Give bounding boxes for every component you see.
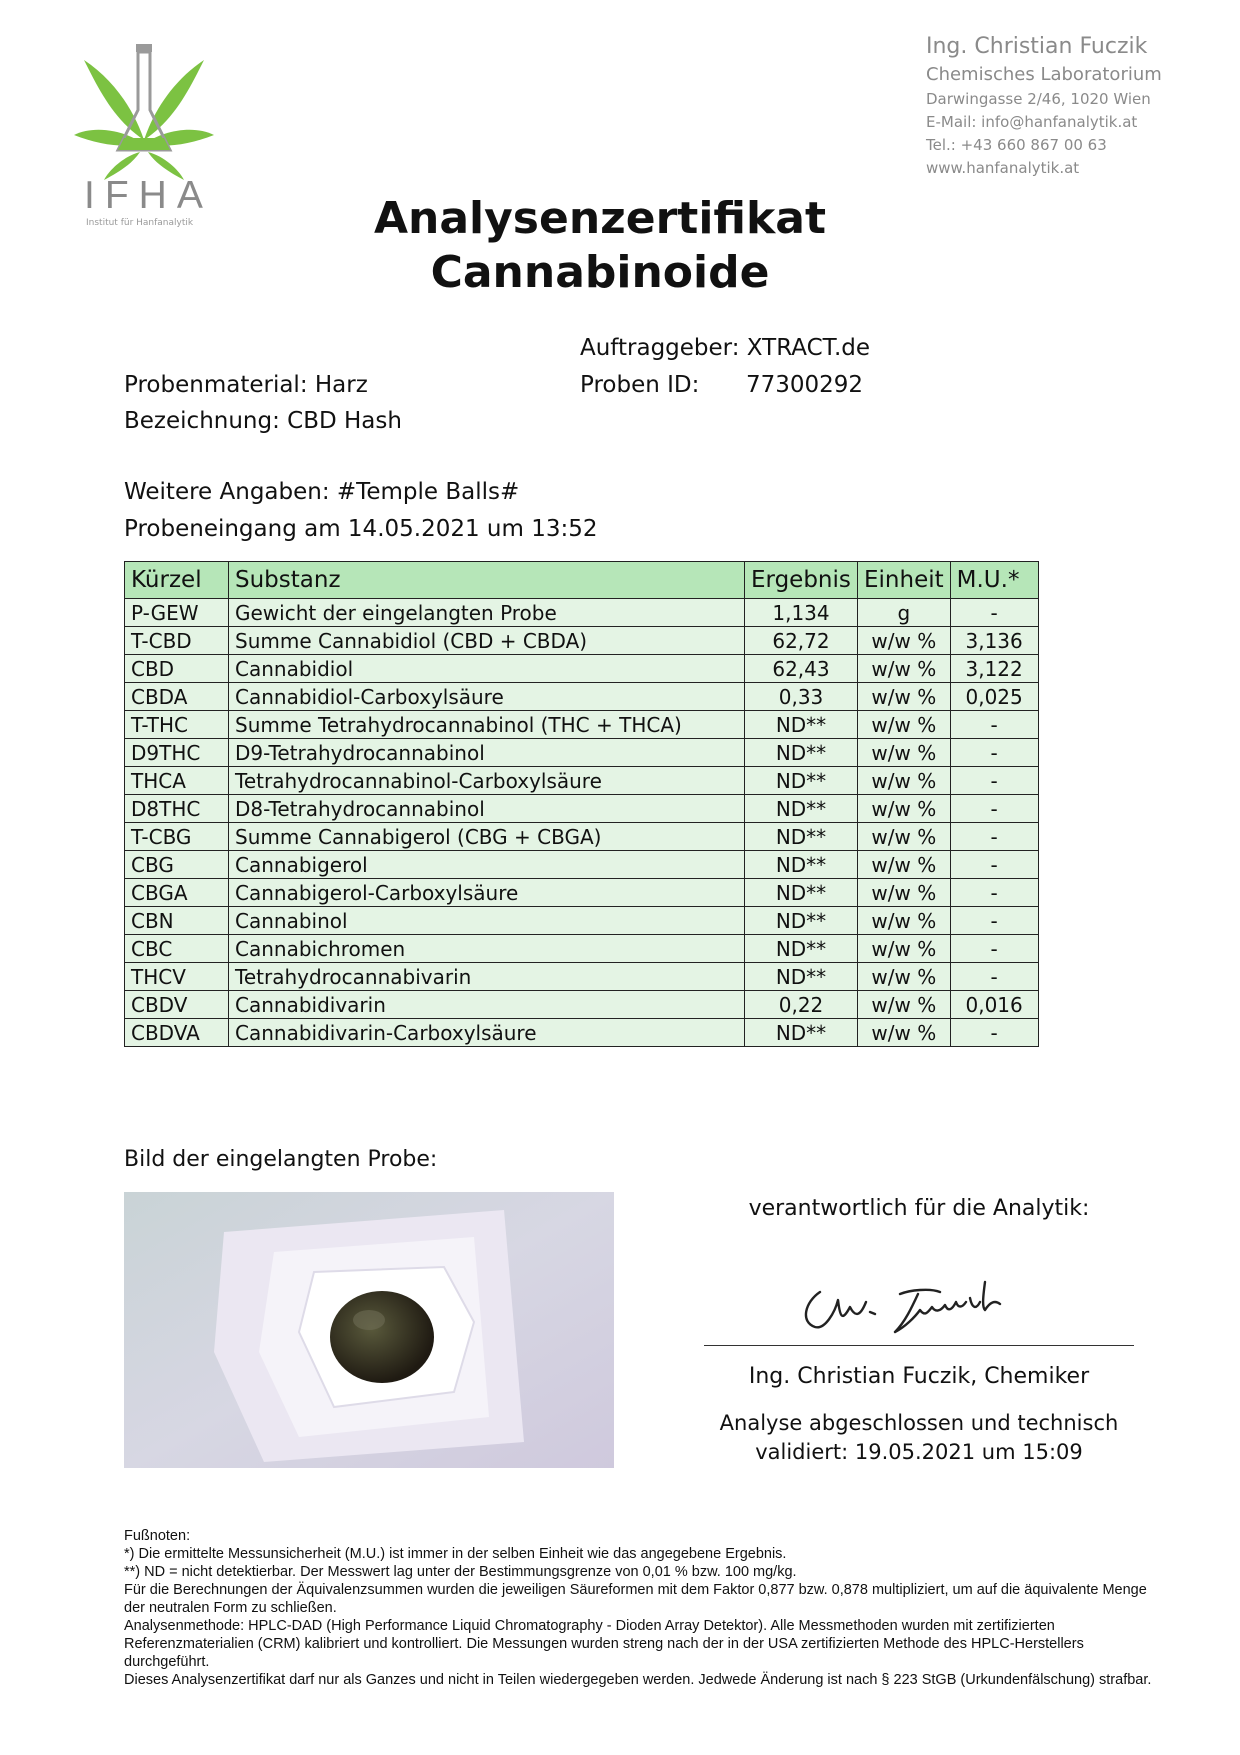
mu-cell: -: [950, 599, 1038, 627]
unit-cell: w/w %: [858, 851, 951, 879]
code-cell: CBC: [125, 935, 229, 963]
code-cell: T-THC: [125, 711, 229, 739]
footnotes-heading: Fußnoten:: [124, 1528, 191, 1544]
lab-phone: Tel.: +43 660 867 00 63: [926, 136, 1107, 154]
code-cell: THCA: [125, 767, 229, 795]
substance-cell: Cannabidivarin: [229, 991, 745, 1019]
mu-cell: -: [950, 1019, 1038, 1047]
table-row: [125, 655, 1039, 683]
mu-cell: 3,136: [950, 627, 1038, 655]
sample-id-label: Proben ID:: [580, 372, 700, 398]
code-cell: D8THC: [125, 795, 229, 823]
lab-header: [926, 32, 1162, 180]
substance-cell: Cannabigerol-Carboxylsäure: [229, 879, 745, 907]
result-cell: 62,72: [745, 627, 858, 655]
table-row: [125, 627, 1039, 655]
client-label: Auftraggeber:: [580, 335, 740, 361]
result-cell: ND**: [745, 795, 858, 823]
substance-cell: Summe Cannabigerol (CBG + CBGA): [229, 823, 745, 851]
substance-cell: Summe Tetrahydrocannabinol (THC + THCA): [229, 711, 745, 739]
result-cell: ND**: [745, 823, 858, 851]
substance-cell: Gewicht der eingelangten Probe: [229, 599, 745, 627]
code-cell: CBDV: [125, 991, 229, 1019]
designation: Bezeichnung: CBD Hash: [124, 408, 402, 434]
signature-image: [800, 1272, 1030, 1342]
mu-cell: 0,025: [950, 683, 1038, 711]
unit-cell: w/w %: [858, 991, 951, 1019]
further-info: Weitere Angaben: #Temple Balls#: [124, 479, 520, 505]
signature-line: [704, 1345, 1134, 1346]
result-cell: 62,43: [745, 655, 858, 683]
result-cell: ND**: [745, 711, 858, 739]
result-cell: ND**: [745, 907, 858, 935]
table-row: [125, 795, 1039, 823]
code-cell: CBDVA: [125, 1019, 229, 1047]
unit-cell: w/w %: [858, 767, 951, 795]
photo-caption: Bild der eingelangten Probe:: [124, 1147, 438, 1172]
column-header: M.U.*: [950, 562, 1038, 599]
substance-cell: Cannabichromen: [229, 935, 745, 963]
title-line-2: Cannabinoide: [430, 247, 770, 298]
result-cell: ND**: [745, 851, 858, 879]
page-title: [300, 192, 900, 300]
client-row: [580, 331, 870, 365]
substance-cell: D9-Tetrahydrocannabinol: [229, 739, 745, 767]
mu-cell: -: [950, 823, 1038, 851]
substance-cell: Cannabidiol: [229, 655, 745, 683]
unit-cell: w/w %: [858, 683, 951, 711]
mu-cell: -: [950, 851, 1038, 879]
code-cell: CBGA: [125, 879, 229, 907]
table-row: [125, 739, 1039, 767]
column-header: Substanz: [229, 562, 745, 599]
code-cell: T-CBD: [125, 627, 229, 655]
column-header: Einheit: [858, 562, 951, 599]
unit-cell: g: [858, 599, 951, 627]
substance-cell: Tetrahydrocannabinol-Carboxylsäure: [229, 767, 745, 795]
responsible-label: verantwortlich für die Analytik:: [748, 1196, 1090, 1221]
mu-cell: 0,016: [950, 991, 1038, 1019]
unit-cell: w/w %: [858, 907, 951, 935]
result-cell: ND**: [745, 879, 858, 907]
code-cell: CBD: [125, 655, 229, 683]
mu-cell: -: [950, 963, 1038, 991]
unit-cell: w/w %: [858, 1019, 951, 1047]
substance-cell: Summe Cannabidiol (CBD + CBDA): [229, 627, 745, 655]
table-row: [125, 991, 1039, 1019]
table-row: [125, 711, 1039, 739]
table-row: [125, 683, 1039, 711]
unit-cell: w/w %: [858, 739, 951, 767]
footnote-line: Analysenmethode: HPLC-DAD (High Performance Liquid Chromatography - Dioden Array Detektor). Alle Messmethoden wurden mit zertifizierten Referenzmaterialien (CRM) kalibriert und kontrolliert. Die Messungen wurden streng nach der in der USA zertifizierten Methode des HPLC-Herstellers durchgeführt.: [124, 1618, 1084, 1670]
footnote-line: *) Die ermittelte Messunsicherheit (M.U.) ist immer in der selben Einheit wie das angegebene Ergebnis.: [124, 1546, 787, 1562]
substance-cell: Tetrahydrocannabivarin: [229, 963, 745, 991]
table-row: [125, 767, 1039, 795]
logo-text: IFHA: [84, 174, 213, 217]
code-cell: CBDA: [125, 683, 229, 711]
material: Probenmaterial: Harz: [124, 372, 368, 398]
footnote-line: Dieses Analysenzertifikat darf nur als Ganzes und nicht in Teilen wiedergegeben werden. Jedwede Änderung ist nach § 223 StGB (Urkundenfälschung) strafbar.: [124, 1672, 1152, 1688]
table-row: [125, 963, 1039, 991]
logo-subtitle: Institut für Hanfanalytik: [86, 218, 194, 228]
table-row: [125, 823, 1039, 851]
result-cell: ND**: [745, 1019, 858, 1047]
sample-photo: [124, 1192, 614, 1468]
validation-line-2: validiert: 19.05.2021 um 15:09: [755, 1440, 1083, 1464]
code-cell: D9THC: [125, 739, 229, 767]
sample-id-value: 77300292: [746, 372, 864, 398]
validation-text: [704, 1409, 1134, 1467]
unit-cell: w/w %: [858, 935, 951, 963]
chemist-name: Ing. Christian Fuczik, Chemiker: [748, 1364, 1090, 1389]
lab-web: www.hanfanalytik.at: [926, 159, 1080, 177]
substance-cell: Cannabidivarin-Carboxylsäure: [229, 1019, 745, 1047]
result-cell: ND**: [745, 935, 858, 963]
unit-cell: w/w %: [858, 879, 951, 907]
unit-cell: w/w %: [858, 655, 951, 683]
validation-line-1: Analyse abgeschlossen und technisch: [719, 1411, 1119, 1435]
mu-cell: -: [950, 795, 1038, 823]
footnote-line: **) ND = nicht detektierbar. Der Messwert lag unter der Bestimmungsgrenze von 0,01 % bzw. 100 mg/kg.: [124, 1564, 797, 1580]
results-table: [124, 561, 1039, 1047]
lab-address: Darwingasse 2/46, 1020 Wien: [926, 90, 1151, 108]
column-header: Ergebnis: [745, 562, 858, 599]
unit-cell: w/w %: [858, 795, 951, 823]
substance-cell: Cannabidiol-Carboxylsäure: [229, 683, 745, 711]
unit-cell: w/w %: [858, 711, 951, 739]
mu-cell: -: [950, 907, 1038, 935]
result-cell: ND**: [745, 739, 858, 767]
result-cell: ND**: [745, 963, 858, 991]
table-row: [125, 907, 1039, 935]
unit-cell: w/w %: [858, 627, 951, 655]
lab-name: Ing. Christian Fuczik: [926, 34, 1148, 59]
lab-email: E-Mail: info@hanfanalytik.at: [926, 113, 1138, 131]
footnotes: [124, 1527, 1154, 1689]
table-header-row: [125, 562, 1039, 599]
result-cell: 0,33: [745, 683, 858, 711]
mu-cell: -: [950, 711, 1038, 739]
unit-cell: w/w %: [858, 823, 951, 851]
mu-cell: -: [950, 767, 1038, 795]
code-cell: CBN: [125, 907, 229, 935]
code-cell: P-GEW: [125, 599, 229, 627]
table-row: [125, 851, 1039, 879]
footnote-line: Für die Berechnungen der Äquivalenzsummen wurden die jeweiligen Säureformen mit dem Faktor 0,877 bzw. 0,878 multipliziert, um auf die äquivalente Menge der neutralen Form zu schließen.: [124, 1582, 1147, 1616]
table-row: [125, 1019, 1039, 1047]
received-date: Probeneingang am 14.05.2021 um 13:52: [124, 516, 598, 542]
substance-cell: Cannabinol: [229, 907, 745, 935]
mu-cell: -: [950, 879, 1038, 907]
result-cell: 0,22: [745, 991, 858, 1019]
lab-department: Chemisches Laboratorium: [926, 64, 1162, 85]
title-line-1: Analysenzertifikat: [373, 193, 827, 244]
table-row: [125, 599, 1039, 627]
unit-cell: w/w %: [858, 963, 951, 991]
column-header: Kürzel: [125, 562, 229, 599]
code-cell: T-CBG: [125, 823, 229, 851]
table-row: [125, 879, 1039, 907]
mu-cell: -: [950, 935, 1038, 963]
mu-cell: -: [950, 739, 1038, 767]
table-row: [125, 935, 1039, 963]
client-value: XTRACT.de: [746, 335, 871, 361]
result-cell: ND**: [745, 767, 858, 795]
code-cell: THCV: [125, 963, 229, 991]
mu-cell: 3,122: [950, 655, 1038, 683]
substance-cell: D8-Tetrahydrocannabinol: [229, 795, 745, 823]
substance-cell: Cannabigerol: [229, 851, 745, 879]
code-cell: CBG: [125, 851, 229, 879]
result-cell: 1,134: [745, 599, 858, 627]
